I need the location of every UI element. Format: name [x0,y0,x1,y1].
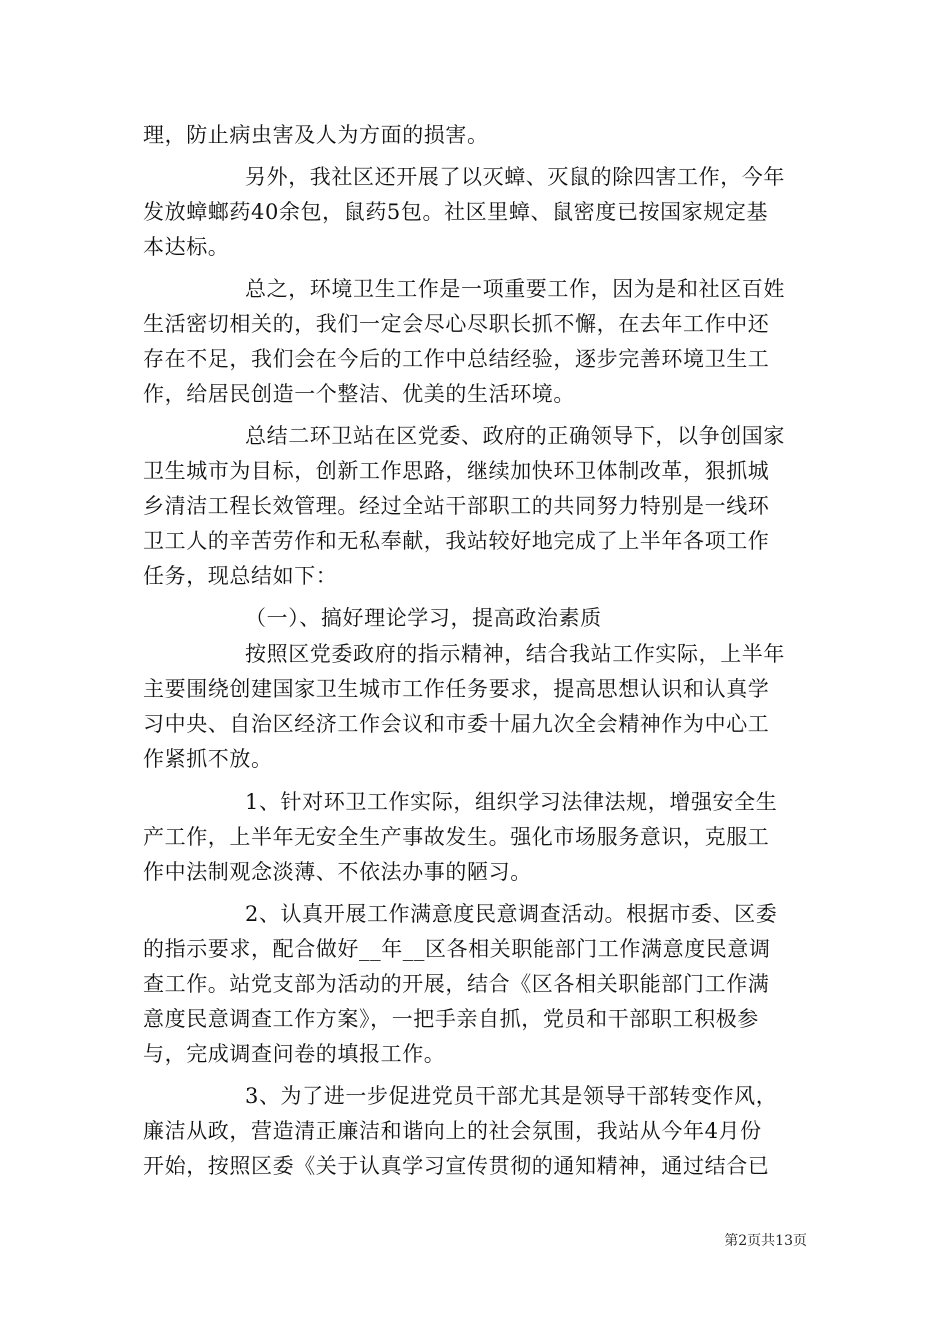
text-line: 与，完成调查问卷的填报工作。 [143,1042,446,1066]
text-line: 3、为了进一步促进党员干部尤其是领导干部转变作风， [245,1084,778,1108]
text-line: 卫工人的辛苦劳作和无私奉献，我站较好地完成了上半年各项工作 [143,529,770,553]
text-line: 生活密切相关的，我们一定会尽心尽职长抓不懈，在去年工作中还 [143,312,770,336]
text-line: 的指示要求，配合做好__年__区各相关职能部门工作满意度民意调 [143,937,771,961]
text-line: 作中法制观念淡薄、不依法办事的陋习。 [143,860,532,884]
text-line: 作紧抓不放。 [143,747,273,771]
text-line: 总之，环境卫生工作是一项重要工作，因为是和社区百姓 [245,277,785,301]
text-line: 意度民意调查工作方案》，一把手亲自抓，党员和干部职工积极参 [143,1007,759,1031]
text-line: 主要围绕创建国家卫生城市工作任务要求，提高思想认识和认真学 [143,677,770,701]
text-line: 乡清洁工程长效管理。经过全站干部职工的共同努力特别是一线环 [143,494,770,518]
text-line: 开始，按照区委《关于认真学习宣传贯彻的通知精神，通过结合已 [143,1154,770,1178]
text-line: 廉洁从政，营造清正廉洁和谐向上的社会氛围，我站从今年4月份 [143,1119,762,1143]
text-line: 另外，我社区还开展了以灭蟑、灭鼠的除四害工作，今年 [245,165,785,189]
section-heading: （一）、搞好理论学习，提高政治素质 [245,606,602,630]
text-line: 1、针对环卫工作实际，组织学习法律法规，增强安全生 [245,790,778,814]
text-line: 任务，现总结如下： [143,564,338,588]
page-number: 第2页共13页 [724,1233,807,1249]
text-line: 作，给居民创造一个整洁、优美的生活环境。 [143,382,575,406]
text-line: 卫生城市为目标，创新工作思路，继续加快环卫体制改革，狠抓城 [143,459,770,483]
text-line: 产工作，上半年无安全生产事故发生。强化市场服务意识，克服工 [143,825,770,849]
text-line: 按照区党委政府的指示精神，结合我站工作实际，上半年 [245,642,785,666]
text-line: 2、认真开展工作满意度民意调查活动。根据市委、区委 [245,902,778,926]
text-line: 发放蟑螂药40余包，鼠药5包。社区里蟑、鼠密度已按国家规定基 [143,200,769,224]
text-line: 理，防止病虫害及人为方面的损害。 [143,123,489,147]
text-line: 习中央、自治区经济工作会议和市委十届九次全会精神作为中心工 [143,712,770,736]
text-line: 总结二环卫站在区党委、政府的正确领导下，以争创国家 [245,424,785,448]
text-line: 查工作。站党支部为活动的开展，结合《区各相关职能部门工作满 [143,972,770,996]
text-line: 存在不足，我们会在今后的工作中总结经验，逐步完善环境卫生工 [143,347,770,371]
text-line: 本达标。 [143,235,230,259]
